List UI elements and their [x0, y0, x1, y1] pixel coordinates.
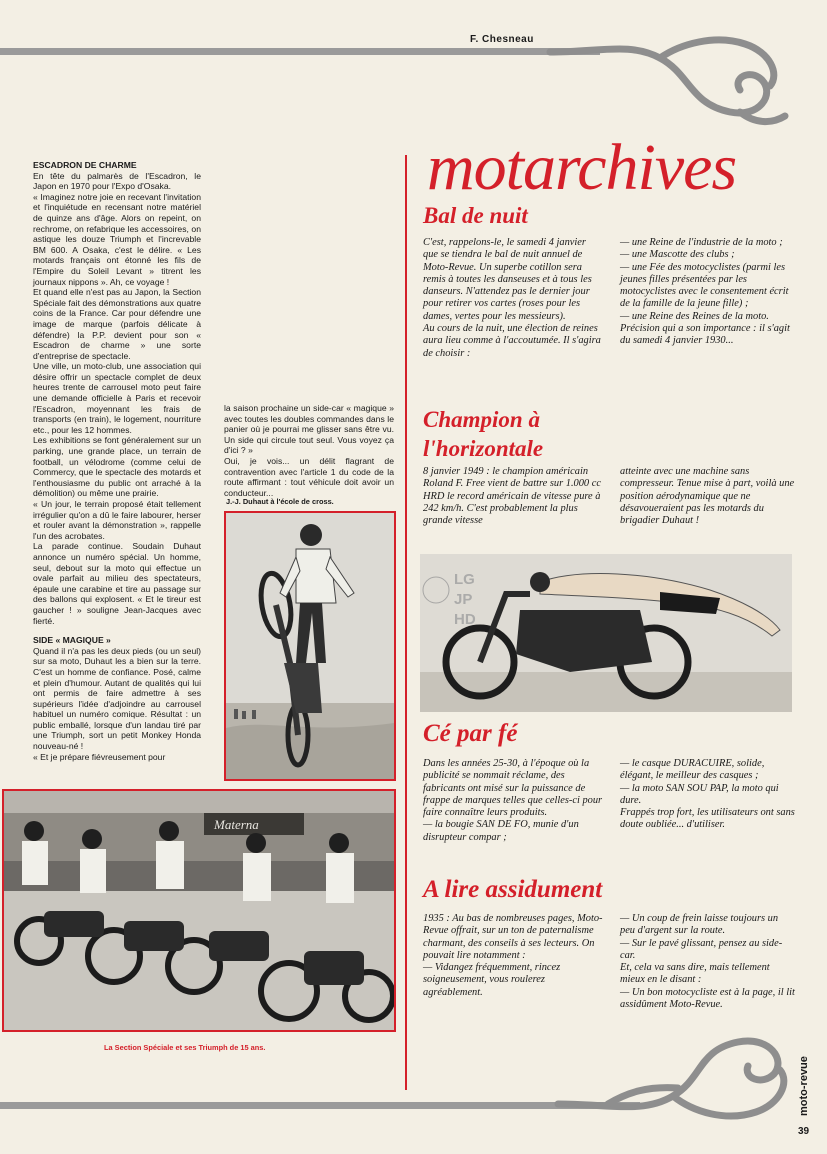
top-rule [0, 48, 600, 55]
paragraph: « Imaginez notre joie en recevant l'invitation et l'inquiétude en recensant notre matériel de quinze ans d'âge. Alors on repeint, on rechrome, on refabrique les accessoires, on astique les douze Triumph et l'increvable BM 600. A Osaka, c'est le délire. « Les motards français ont étonné les fils de l'Empire du Soleil Levant » titrent les journaux nippons ». Ah, ce voyage ! [33, 191, 201, 287]
motocross-rider-illustration [226, 513, 394, 779]
group-photo-caption: La Section Spéciale et ses Triumph de 15 ans. [104, 1043, 266, 1052]
paragraph: 8 janvier 1949 : le champion américain Roland F. Free vient de battre sur 1.000 cc HRD le record américain de vitesse pure à 242 km/h. C'est probablement la plus grande vitesse [423, 466, 601, 527]
magazine-side-label: moto-revue [798, 1056, 810, 1116]
paragraph: Une ville, un moto-club, une association qui désire offrir un spectacle complet de deux heures trente de carrousel moto peut faire une demande officielle à Paris et recevoir l'Escadron, moyennant les frais de transports (en train), le logement, nourriture etc., pour les 12 hommes. [33, 361, 201, 435]
paragraph: Quand il n'a pas les deux pieds (ou un seul) sur sa moto, Duhaut les a bien sur la terre. C'est un homme de confiance. Posé, calme et plein d'humour. Autant de qualités qui lui ont permis de faire admettre à ses supérieurs l'idée d'adjoindre au carrousel habituel un numéro comique. Résultat : un public emballé, lorsque d'un landau tiré par une Triumph, sort un petit Monkey Honda nouveau-né ! [33, 645, 201, 752]
bal-left-column [423, 237, 603, 360]
page-number: 39 [798, 1126, 810, 1137]
watermark-lg: LG [454, 571, 475, 588]
heading-ce-par-fe: Cé par fé [423, 720, 518, 747]
paragraph: Dans les années 25-30, à l'époque où la publicité se nommait réclame, des fabricants ont misé sur la puissance de frappe de marques telles que celles-ci pour faire connaître leurs produits. [423, 758, 603, 819]
heading-a-lire: A lire assidument [423, 876, 603, 903]
ceparfe-left-column [423, 758, 603, 844]
paragraph: Précision qui a son importance : il s'agit du samedi 4 janvier 1930... [620, 323, 790, 347]
paragraph: C'est, rappelons-le, le samedi 4 janvier que se tiendra le bal de nuit annuel de Moto-Revue. Un superbe cotillon sera remis à toutes les danseuses et à tous les danseurs. N'attendez pas le dernier jour pour retirer vos cartes (roses pour les dames, vertes pour les messieurs). [423, 237, 592, 322]
heading-bal-de-nuit: Bal de nuit [423, 203, 528, 228]
paragraph: — une Fée des motocyclistes (parmi les jeunes filles présentées par les motocyclistes avec le consentement écrit de la famille de la jeune fille) ; [620, 261, 789, 310]
paragraph: — la moto SAN SOU PAP, la moto qui dure. [620, 782, 779, 806]
record-photo [420, 554, 792, 712]
champion-left-column [423, 466, 603, 527]
watermark-hd: HD [454, 611, 476, 628]
bottom-ornament-icon [548, 1022, 798, 1132]
bottom-rule [0, 1102, 640, 1109]
paragraph: — Sur le pavé glissant, pensez au side-car. [620, 937, 783, 961]
motarchives-title: motarchives [427, 131, 737, 204]
ceparfe-right-column [620, 758, 795, 832]
heading-champion: Champion à l'horizontale [423, 407, 544, 461]
paragraph: — Un coup de frein laisse toujours un peu d'argent sur la route. [620, 913, 779, 937]
paragraph: atteinte avec une machine sans compresseur. Tenue mise à part, voilà une position aérodynamique que ne désavoueraient pas les motards du brigadier Duhaut ! [620, 466, 795, 527]
storefront-sign: Materna [214, 817, 259, 832]
section-speciale-riders-illustration [4, 791, 394, 1030]
heading-side-magique: SIDE « MAGIQUE » [33, 635, 111, 646]
paragraph: « Et je prépare fiévreusement pour [33, 751, 166, 762]
bal-right-column [620, 237, 795, 348]
paragraph: — le casque DURACUIRE, solide, élégant, le meilleur des casques ; [620, 758, 765, 782]
paragraph: « Un jour, le terrain proposé était tellement irrégulier qu'on a dû le faire labourer, herser et rouler avant la démonstration », rappelle l'un des acrobates. [33, 499, 201, 541]
watermark-jp: JP [454, 591, 473, 608]
heading-escadron: ESCADRON DE CHARME [33, 160, 137, 170]
cross-photo [224, 511, 396, 781]
alire-left-column [423, 913, 603, 999]
top-ornament-icon [540, 24, 800, 134]
champion-right-column [620, 466, 795, 527]
paragraph: — Vidangez fréquemment, rincez soigneusement, vous roulerez agréablement. [423, 962, 561, 998]
paragraph: Et quand elle n'est pas au Japon, la Section Spéciale fait des démonstrations aux quatre coins de la France. Car pour défendre une image de marque (parfois délicate à défendre) la P.P. devient pour son « Escadron de charme » une sorte d'entreprise de spectacle. [33, 287, 201, 361]
paragraph: La parade continue. Soudain Duhaut annonce un numéro spécial. Un homme, seul, debout sur la moto qui effectue un ovale parfait au milieu des spectateurs, épaule une carabine et tire au passage sur des ballons qui explosent. « Et le tireur est gaucher ! » souligne Jean-Jacques avec fierté. [33, 541, 201, 626]
prone-rider-motorcycle-illustration [420, 554, 792, 712]
paragraph: — une Reine de l'industrie de la moto ; [620, 237, 783, 248]
paragraph: la saison prochaine un side-car « magique » avec toutes les doubles commandes dans le panier où je pourrai me glisser sans être vu. Un side qui circule tout seul. Vous voyez ça d'ici ? » [224, 403, 394, 456]
middle-column [224, 403, 394, 498]
paragraph: Au cours de la nuit, une élection de reines aura lieu comme à l'accoutumée. Il s'agira de choisir : [423, 323, 601, 359]
paragraph: — une Reine des Reines de la moto. [620, 310, 769, 322]
group-photo [2, 789, 396, 1032]
paragraph: — la bougie SAN DE FO, munie d'un disrupteur compar ; [423, 819, 579, 843]
cross-photo-caption: J.-J. Duhaut à l'école de cross. [226, 497, 334, 506]
alire-right-column [620, 913, 795, 1011]
paragraph: Et, cela va sans dire, mais tellement mieux en le disant : [620, 962, 770, 986]
paragraph: — une Mascotte des clubs ; [620, 249, 735, 261]
left-column [33, 160, 201, 762]
paragraph: Oui, je vois... un délit flagrant de contravention avec l'article 1 du code de la route affirmant : tout véhicule doit avoir un conducteur... [224, 455, 394, 498]
paragraph: En tête du palmarès de l'Escadron, le Japon en 1970 pour l'Expo d'Osaka. [33, 170, 201, 192]
motarchives-red-rule [405, 155, 407, 1090]
paragraph: Frappés trop fort, les utilisateurs ont sans doute oubliée... d'utiliser. [620, 807, 795, 831]
paragraph: 1935 : Au bas de nombreuses pages, Moto-Revue offrait, sur un ton de paternalisme charmant, des conseils à ses lecteurs. On pouvait lire notamment : [423, 913, 603, 961]
paragraph: — Un bon motocycliste est à la page, il lit assidûment Moto-Revue. [620, 986, 795, 1011]
paragraph: Les exhibitions se font généralement sur un parking, une grande place, un terrain de football, un vélodrome (comme celui de Commercy, que le spectacle des motards et l'enthousiasme du public ont arraché à la démolition) ou même une prairie. [33, 435, 201, 499]
author-byline: F. Chesneau [470, 34, 534, 45]
